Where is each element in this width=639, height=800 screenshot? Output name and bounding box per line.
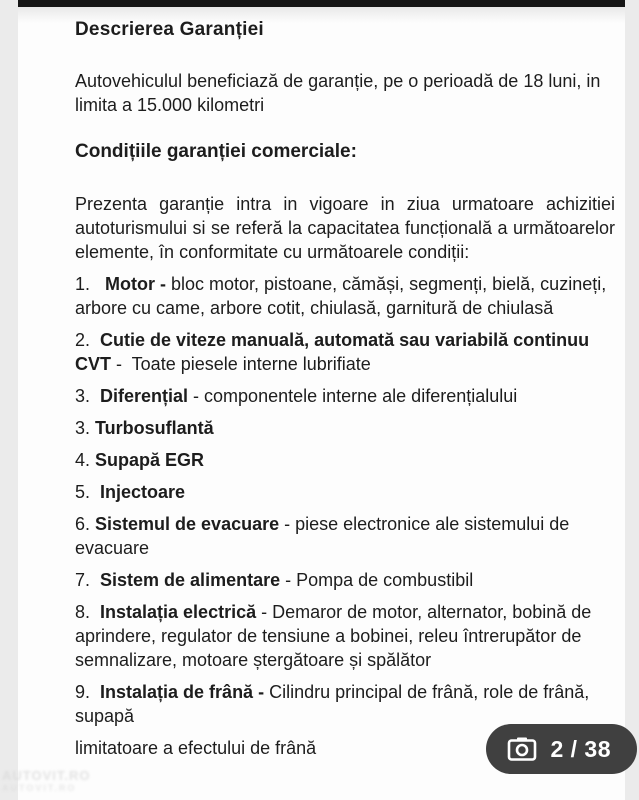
- watermark-subtext: AUTOVIT.RO: [2, 783, 77, 793]
- photo-counter-badge[interactable]: [486, 724, 637, 774]
- item-title: Sistem de alimentare: [100, 570, 281, 590]
- item-number: 6.: [75, 514, 96, 534]
- item-number: 3.: [75, 386, 101, 406]
- camera-icon: [507, 736, 537, 762]
- item-title: Instalația electrică: [100, 602, 257, 622]
- item-detail: Cilindru principal de frână, role de frână, supapă: [75, 682, 595, 726]
- item-title: Instalația de frână -: [100, 682, 265, 702]
- warranty-item: [75, 680, 615, 728]
- item-detail: - Demaror de motor, alternator, bobină de aprindere, regulator de tensiune a bobinei, releu întrerupător de semnalizare, motoare ștergătoare și spălător: [75, 602, 597, 670]
- item-detail: limitatoare a efectului de frână: [75, 738, 317, 758]
- item-title: Motor -: [105, 274, 171, 294]
- item-number: 8.: [75, 602, 101, 622]
- warranty-item: [75, 480, 615, 504]
- item-number: 2.: [75, 330, 101, 350]
- item-number: 9.: [75, 682, 101, 702]
- warranty-document-photo: [18, 0, 625, 800]
- warranty-item: [75, 568, 615, 592]
- conditions-paragraph: Prezenta garanție intra in vigoare in ziua urmatoare achizitiei autoturismului si se referă la capacitatea funcțională a următoarelor elemente, în conformitate cu următoarele condiții:: [75, 194, 615, 262]
- left-edge-strip: [0, 0, 18, 800]
- item-detail: - Toate piesele interne lubrifiate: [111, 354, 371, 374]
- item-title: Sistemul de evacuare: [95, 514, 280, 534]
- item-number: 5.: [75, 482, 101, 502]
- watermark-text: AUTOVIT.RO: [2, 768, 91, 783]
- warranty-item: [75, 512, 615, 560]
- item-detail: - piese electronice ale sistemului de evacuare: [75, 514, 575, 558]
- item-title: Supapă EGR: [95, 450, 205, 470]
- warranty-item: [75, 328, 615, 376]
- document-header-shadow: [18, 7, 625, 23]
- conditions-heading: Condițiile garanției comerciale:: [75, 141, 357, 162]
- item-number: 4.: [75, 450, 96, 470]
- warranty-item: [75, 384, 615, 408]
- item-detail: bloc motor, pistoane, cămăși, segmenți, bielă, cuzineți, arbore cu came, arbore cotit, chiulasă, garnitură de chiulasă: [75, 274, 612, 318]
- warranty-intro: Autovehiculul beneficiază de garanție, pe o perioadă de 18 luni, in limita a 15.000 kilometri: [75, 71, 601, 115]
- page-title: Descrierea Garanției: [75, 19, 264, 40]
- warranty-item: [75, 272, 615, 320]
- photo-counter-text: 2 / 38: [550, 735, 611, 762]
- item-title: Turbosuflantă: [95, 418, 214, 438]
- warranty-item: [75, 448, 615, 472]
- item-number: 1.: [75, 274, 106, 294]
- document-content: [36, 7, 639, 760]
- item-number: 7.: [75, 570, 101, 590]
- item-title: Injectoare: [100, 482, 186, 502]
- item-title: Diferențial: [100, 386, 189, 406]
- item-number: 3.: [75, 418, 96, 438]
- item-detail: - componentele interne ale diferențialului: [188, 386, 518, 406]
- document-header-bar: [18, 0, 625, 7]
- item-title: Cutie de viteze manuală, automată sau variabilă continuu CVT: [75, 330, 595, 374]
- item-detail: - Pompa de combustibil: [280, 570, 474, 590]
- warranty-item: [75, 416, 615, 440]
- warranty-item: [75, 600, 615, 672]
